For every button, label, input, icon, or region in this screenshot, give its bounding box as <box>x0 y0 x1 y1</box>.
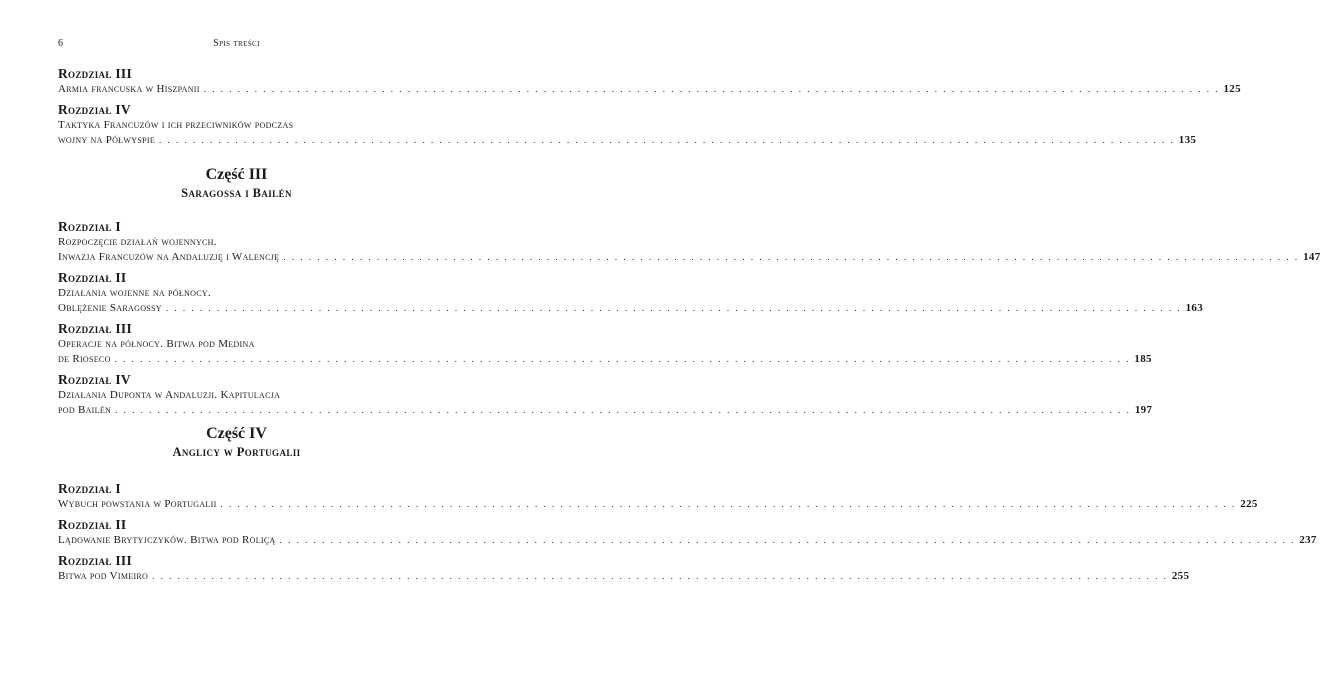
toc-group-part2 <box>58 66 1241 153</box>
chapter-title: Rozdział IV <box>58 372 131 387</box>
toc-group-part4 <box>58 481 1317 589</box>
dot-leader: . . . . . . . . . . . . . . . . . . . . . . . . . . . . . . . . . . . . . . . . . . . . . . . . . . . . . . . . . . . . . . . . . . . . . . . . . . . . . . . . . . . . . . . . . . . . . . . . . . . . . . . . . . . . . . . . . . . . . . . . <box>279 535 1296 545</box>
chapter-title: Rozdział III <box>58 66 132 81</box>
chapter-description: Lądowanie Brytyjczyków. Bitwa pod Roliçą <box>58 534 276 546</box>
dot-leader: . . . . . . . . . . . . . . . . . . . . . . . . . . . . . . . . . . . . . . . . . . . . . . . . . . . . . . . . . . . . . . . . . . . . . . . . . . . . . . . . . . . . . . . . . . . . . . . . . . . . . . . . . . . . . . . . . . . . . . . . <box>159 135 1175 145</box>
dot-leader: . . . . . . . . . . . . . . . . . . . . . . . . . . . . . . . . . . . . . . . . . . . . . . . . . . . . . . . . . . . . . . . . . . . . . . . . . . . . . . . . . . . . . . . . . . . . . . . . . . . . . . . . . . . . . . . . . . . . . . . . <box>220 499 1237 509</box>
chapter-description: Bitwa pod Vimeiro <box>58 570 149 582</box>
toc-group-part3 <box>58 219 1321 423</box>
chapter-description: Taktyka Francuzów i ich przeciwników podczas <box>58 119 294 131</box>
dot-leader: . . . . . . . . . . . . . . . . . . . . . . . . . . . . . . . . . . . . . . . . . . . . . . . . . . . . . . . . . . . . . . . . . . . . . . . . . . . . . . . . . . . . . . . . . . . . . . . . . . . . . . . . . . . . . . . . . . . . . . . . <box>283 252 1300 262</box>
toc-line <box>58 301 1203 316</box>
running-title: Spis treści <box>213 38 260 49</box>
chapter-title: Rozdział I <box>58 219 121 234</box>
page-ref: 225 <box>1240 498 1258 510</box>
page-ref: 255 <box>1171 570 1190 582</box>
chapter-title: Rozdział III <box>58 553 132 568</box>
toc-entry <box>58 481 1258 512</box>
chapter-description: wojny na Półwyspie <box>58 134 156 146</box>
toc-entry <box>58 372 1153 418</box>
toc-line <box>58 82 1241 97</box>
dot-leader: . . . . . . . . . . . . . . . . . . . . . . . . . . . . . . . . . . . . . . . . . . . . . . . . . . . . . . . . . . . . . . . . . . . . . . . . . . . . . . . . . . . . . . . . . . . . . . . . . . . . . . . . . . . . . . . . . . . . . . . . <box>115 405 1131 415</box>
toc-entry <box>58 517 1317 548</box>
toc-line <box>58 235 400 250</box>
part-title: Część IV <box>206 425 267 442</box>
dot-leader: . . . . . . . . . . . . . . . . . . . . . . . . . . . . . . . . . . . . . . . . . . . . . . . . . . . . . . . . . . . . . . . . . . . . . . . . . . . . . . . . . . . . . . . . . . . . . . . . . . . . . . . . . . . . . . . . . . . . . . . . <box>152 571 1168 581</box>
toc-line <box>58 337 400 352</box>
toc-entry <box>58 270 1203 316</box>
chapter-description: Działania Duponta w Andaluzji. Kapitulacja <box>58 389 281 401</box>
toc-entry <box>58 321 1152 367</box>
chapter-description: Operacje na północy. Bitwa pod Medina <box>58 338 255 350</box>
chapter-description: Działania wojenne na północy. <box>58 287 211 299</box>
page-ref: 135 <box>1178 134 1197 146</box>
toc-line <box>58 569 1190 584</box>
toc-line <box>58 497 1258 512</box>
toc-line <box>58 133 1197 148</box>
chapter-description: Wybuch powstania w Portugalii <box>58 498 217 510</box>
chapter-description: Oblężenie Saragossy <box>58 302 162 314</box>
toc-line <box>58 388 400 403</box>
page-ref: 147 <box>1303 251 1321 263</box>
chapter-description: Armia francuska w Hiszpanii <box>58 83 200 95</box>
chapter-description: pod Bailén <box>58 404 112 416</box>
toc-line <box>58 533 1317 548</box>
chapter-title: Rozdział II <box>58 270 127 285</box>
chapter-title: Rozdział III <box>58 321 132 336</box>
part-title: Część III <box>205 166 268 183</box>
part-subtitle: Anglicy w Portugalii <box>172 445 301 459</box>
dot-leader: . . . . . . . . . . . . . . . . . . . . . . . . . . . . . . . . . . . . . . . . . . . . . . . . . . . . . . . . . . . . . . . . . . . . . . . . . . . . . . . . . . . . . . . . . . . . . . . . . . . . . . . . . . . . . . . . . . . . . . . . <box>165 303 1182 313</box>
chapter-description: de Rioseco <box>58 353 111 365</box>
dot-leader: . . . . . . . . . . . . . . . . . . . . . . . . . . . . . . . . . . . . . . . . . . . . . . . . . . . . . . . . . . . . . . . . . . . . . . . . . . . . . . . . . . . . . . . . . . . . . . . . . . . . . . . . . . . . . . . . . . . . . . . . <box>203 84 1220 94</box>
page-ref: 125 <box>1223 83 1241 95</box>
toc-line <box>58 352 1152 367</box>
chapter-title: Rozdział II <box>58 517 127 532</box>
toc-line <box>58 118 400 133</box>
chapter-title: Rozdział IV <box>58 102 131 117</box>
page-number: 6 <box>58 38 63 49</box>
toc-entry <box>58 102 1197 148</box>
toc-line <box>58 286 400 301</box>
toc-entry <box>58 553 1190 584</box>
chapter-description: Rozpoczęcie działań wojennych. <box>58 236 217 248</box>
page-ref: 185 <box>1134 353 1152 365</box>
chapter-description: Inwazja Francuzów na Andaluzję i Walencję <box>58 251 280 263</box>
page-ref: 163 <box>1185 302 1203 314</box>
page-ref: 237 <box>1299 534 1317 546</box>
toc-entry <box>58 66 1241 97</box>
toc-entry <box>58 219 1321 265</box>
toc-line <box>58 250 1321 265</box>
dot-leader: . . . . . . . . . . . . . . . . . . . . . . . . . . . . . . . . . . . . . . . . . . . . . . . . . . . . . . . . . . . . . . . . . . . . . . . . . . . . . . . . . . . . . . . . . . . . . . . . . . . . . . . . . . . . . . . . . . . . . . . . <box>114 354 1131 364</box>
toc-line <box>58 403 1153 418</box>
part-subtitle: Saragossa i Bailén <box>181 186 292 200</box>
page-ref: 197 <box>1134 404 1153 416</box>
chapter-title: Rozdział I <box>58 481 121 496</box>
